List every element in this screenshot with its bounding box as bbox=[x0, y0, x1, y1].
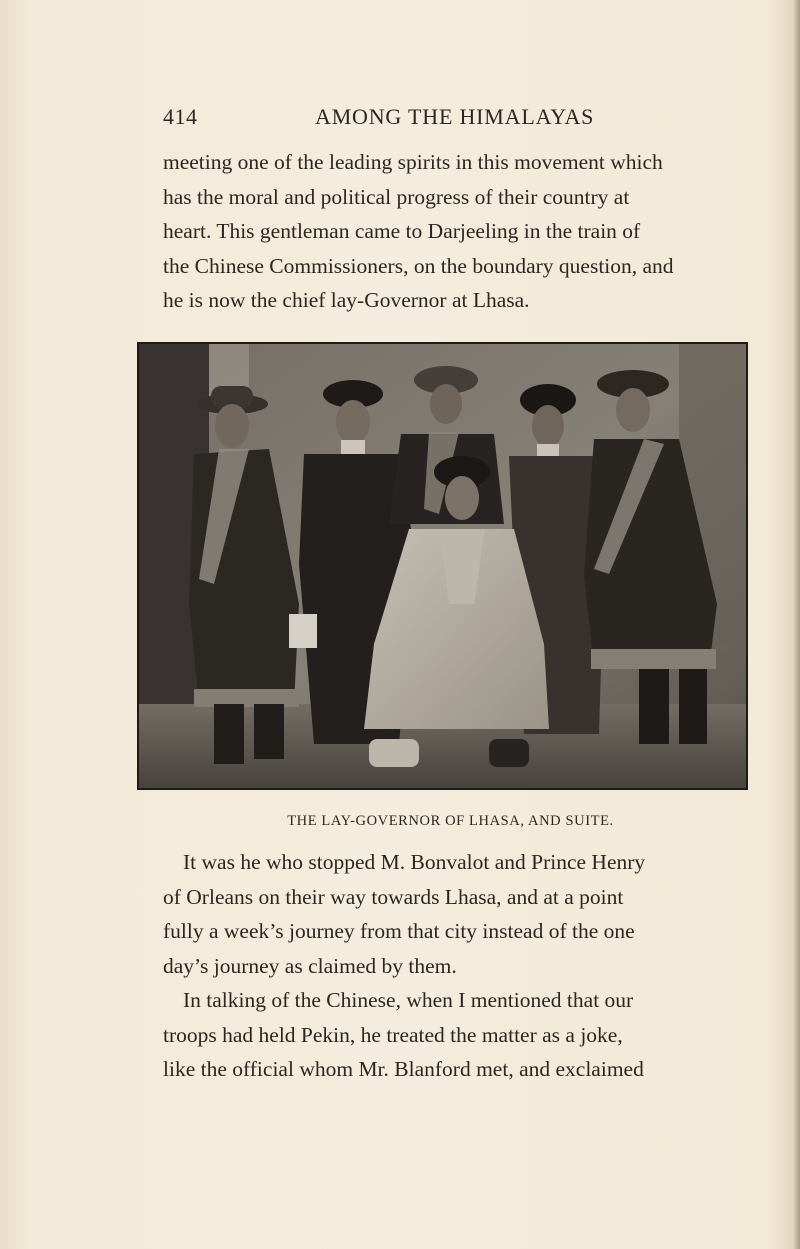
text-line: has the moral and political progress of their country at bbox=[163, 184, 630, 209]
text-line: In talking of the Chinese, when I mentioned that our bbox=[183, 988, 634, 1012]
text-line: day’s journey as claimed by them. bbox=[163, 953, 457, 978]
page-edge bbox=[794, 0, 800, 1249]
bottom-paragraphs bbox=[163, 845, 738, 1087]
text-line: fully a week’s journey from that city instead of the one bbox=[163, 919, 635, 943]
text-line: of Orleans on their way towards Lhasa, and at a point bbox=[163, 884, 624, 909]
text-line: It was he who stopped M. Bonvalot and Prince Henry bbox=[183, 850, 646, 874]
top-paragraph bbox=[163, 145, 738, 318]
figure-caption: THE LAY-GOVERNOR OF LHASA, AND SUITE. bbox=[287, 813, 614, 829]
text-line: the Chinese Commissioners, on the boundary question, and bbox=[163, 253, 674, 278]
text-line: he is now the chief lay-Governor at Lhasa. bbox=[163, 288, 530, 312]
photograph-group-portrait bbox=[139, 344, 746, 788]
text-line: meeting one of the leading spirits in this movement which bbox=[163, 150, 663, 174]
text-line: heart. This gentleman came to Darjeeling in the train of bbox=[163, 219, 641, 243]
running-head bbox=[163, 104, 738, 134]
paragraph-1 bbox=[163, 845, 738, 983]
page-number: 414 bbox=[163, 104, 198, 129]
book-title: AMONG THE HIMALAYAS bbox=[315, 104, 595, 129]
photograph bbox=[137, 342, 748, 790]
text-line: like the official whom Mr. Blanford met, and exclaimed bbox=[163, 1057, 644, 1081]
paragraph-2 bbox=[163, 983, 738, 1087]
text-line: troops had held Pekin, he treated the matter as a joke, bbox=[163, 1022, 623, 1047]
